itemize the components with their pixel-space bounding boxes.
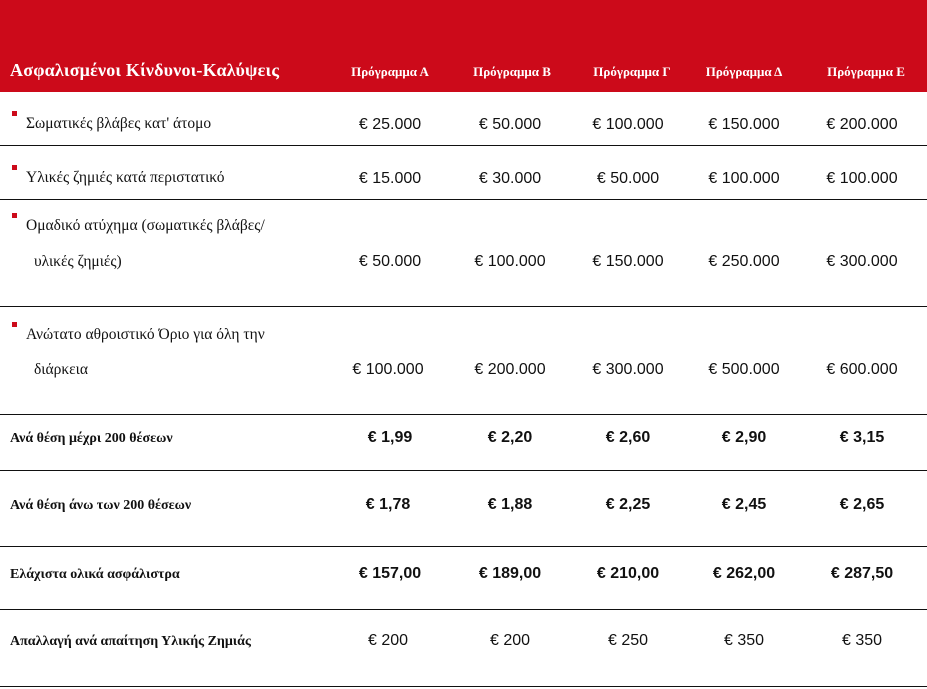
coverage-label-continued: υλικές ζημιές)	[34, 253, 122, 270]
row-divider	[0, 609, 927, 610]
coverage-label-continued: διάρκεια	[34, 361, 88, 378]
value-cell: € 600.000	[826, 361, 898, 378]
price-cell: € 200	[489, 632, 531, 649]
bullet-square-icon	[12, 111, 17, 116]
value-cell: € 300.000	[826, 253, 898, 270]
header-band	[0, 0, 927, 92]
price-cell: € 189,00	[478, 565, 542, 582]
column-header-a: Πρόγραμμα Α	[351, 64, 429, 79]
column-header-b: Πρόγραμμα Β	[473, 64, 551, 79]
value-cell: € 100.000	[352, 361, 424, 378]
column-header-g: Πρόγραμμα Γ	[593, 64, 671, 79]
price-cell: € 250	[607, 632, 649, 649]
value-cell: € 100.000	[592, 116, 664, 133]
value-cell: € 150.000	[708, 116, 780, 133]
price-cell: € 2,90	[721, 429, 767, 446]
row-divider	[0, 546, 927, 547]
row-divider	[0, 686, 927, 687]
value-cell: € 30.000	[478, 170, 542, 187]
value-cell: € 50.000	[358, 253, 422, 270]
price-cell: € 350	[841, 632, 883, 649]
price-cell: € 262,00	[712, 565, 776, 582]
value-cell: € 100.000	[826, 170, 898, 187]
table-title: Ασφαλισμένοι Κίνδυνοι-Καλύψεις	[10, 60, 280, 80]
value-cell: € 500.000	[708, 361, 780, 378]
value-cell: € 15.000	[358, 170, 422, 187]
price-cell: € 157,00	[358, 565, 422, 582]
row-divider	[0, 470, 927, 471]
bullet-square-icon	[12, 322, 17, 327]
value-cell: € 200.000	[826, 116, 898, 133]
bullet-square-icon	[12, 165, 17, 170]
column-header-d: Πρόγραμμα Δ	[705, 64, 783, 79]
price-cell: € 287,50	[830, 565, 894, 582]
price-cell: € 210,00	[596, 565, 660, 582]
price-label: Ελάχιστα ολικά ασφάλιστρα	[10, 567, 180, 582]
coverage-label: Ανώτατο αθροιστικό Όριο για όλη την	[26, 326, 265, 343]
value-cell: € 200.000	[474, 361, 546, 378]
price-cell: € 2,65	[839, 496, 885, 513]
row-divider	[0, 306, 927, 307]
value-cell: € 50.000	[478, 116, 542, 133]
price-cell: € 2,60	[605, 429, 651, 446]
price-cell: € 200	[367, 632, 409, 649]
row-divider	[0, 199, 927, 200]
price-label: Απαλλαγή ανά απαίτηση Υλικής Ζημιάς	[10, 634, 251, 649]
price-label: Ανά θέση μέχρι 200 θέσεων	[10, 431, 173, 446]
price-label: Ανά θέση άνω των 200 θέσεων	[10, 498, 192, 513]
price-cell: € 3,15	[839, 429, 885, 446]
column-header-e: Πρόγραμμα Ε	[827, 64, 905, 79]
coverage-label: Σωματικές βλάβες κατ' άτομο	[26, 115, 212, 132]
value-cell: € 300.000	[592, 361, 664, 378]
price-cell: € 1,78	[365, 496, 411, 513]
price-cell: € 2,25	[605, 496, 651, 513]
value-cell: € 100.000	[474, 253, 546, 270]
value-cell: € 25.000	[358, 116, 422, 133]
price-cell: € 1,88	[487, 496, 533, 513]
coverage-label: Ομαδικό ατύχημα (σωματικές βλάβες/	[26, 217, 265, 234]
value-cell: € 100.000	[708, 170, 780, 187]
value-cell: € 250.000	[708, 253, 780, 270]
row-divider	[0, 145, 927, 146]
value-cell: € 150.000	[592, 253, 664, 270]
price-cell: € 1,99	[367, 429, 413, 446]
row-divider	[0, 414, 927, 415]
value-cell: € 50.000	[596, 170, 660, 187]
price-cell: € 2,45	[721, 496, 767, 513]
coverage-label: Υλικές ζημιές κατά περιστατικό	[26, 169, 225, 186]
price-cell: € 2,20	[487, 429, 533, 446]
price-cell: € 350	[723, 632, 765, 649]
bullet-square-icon	[12, 213, 17, 218]
